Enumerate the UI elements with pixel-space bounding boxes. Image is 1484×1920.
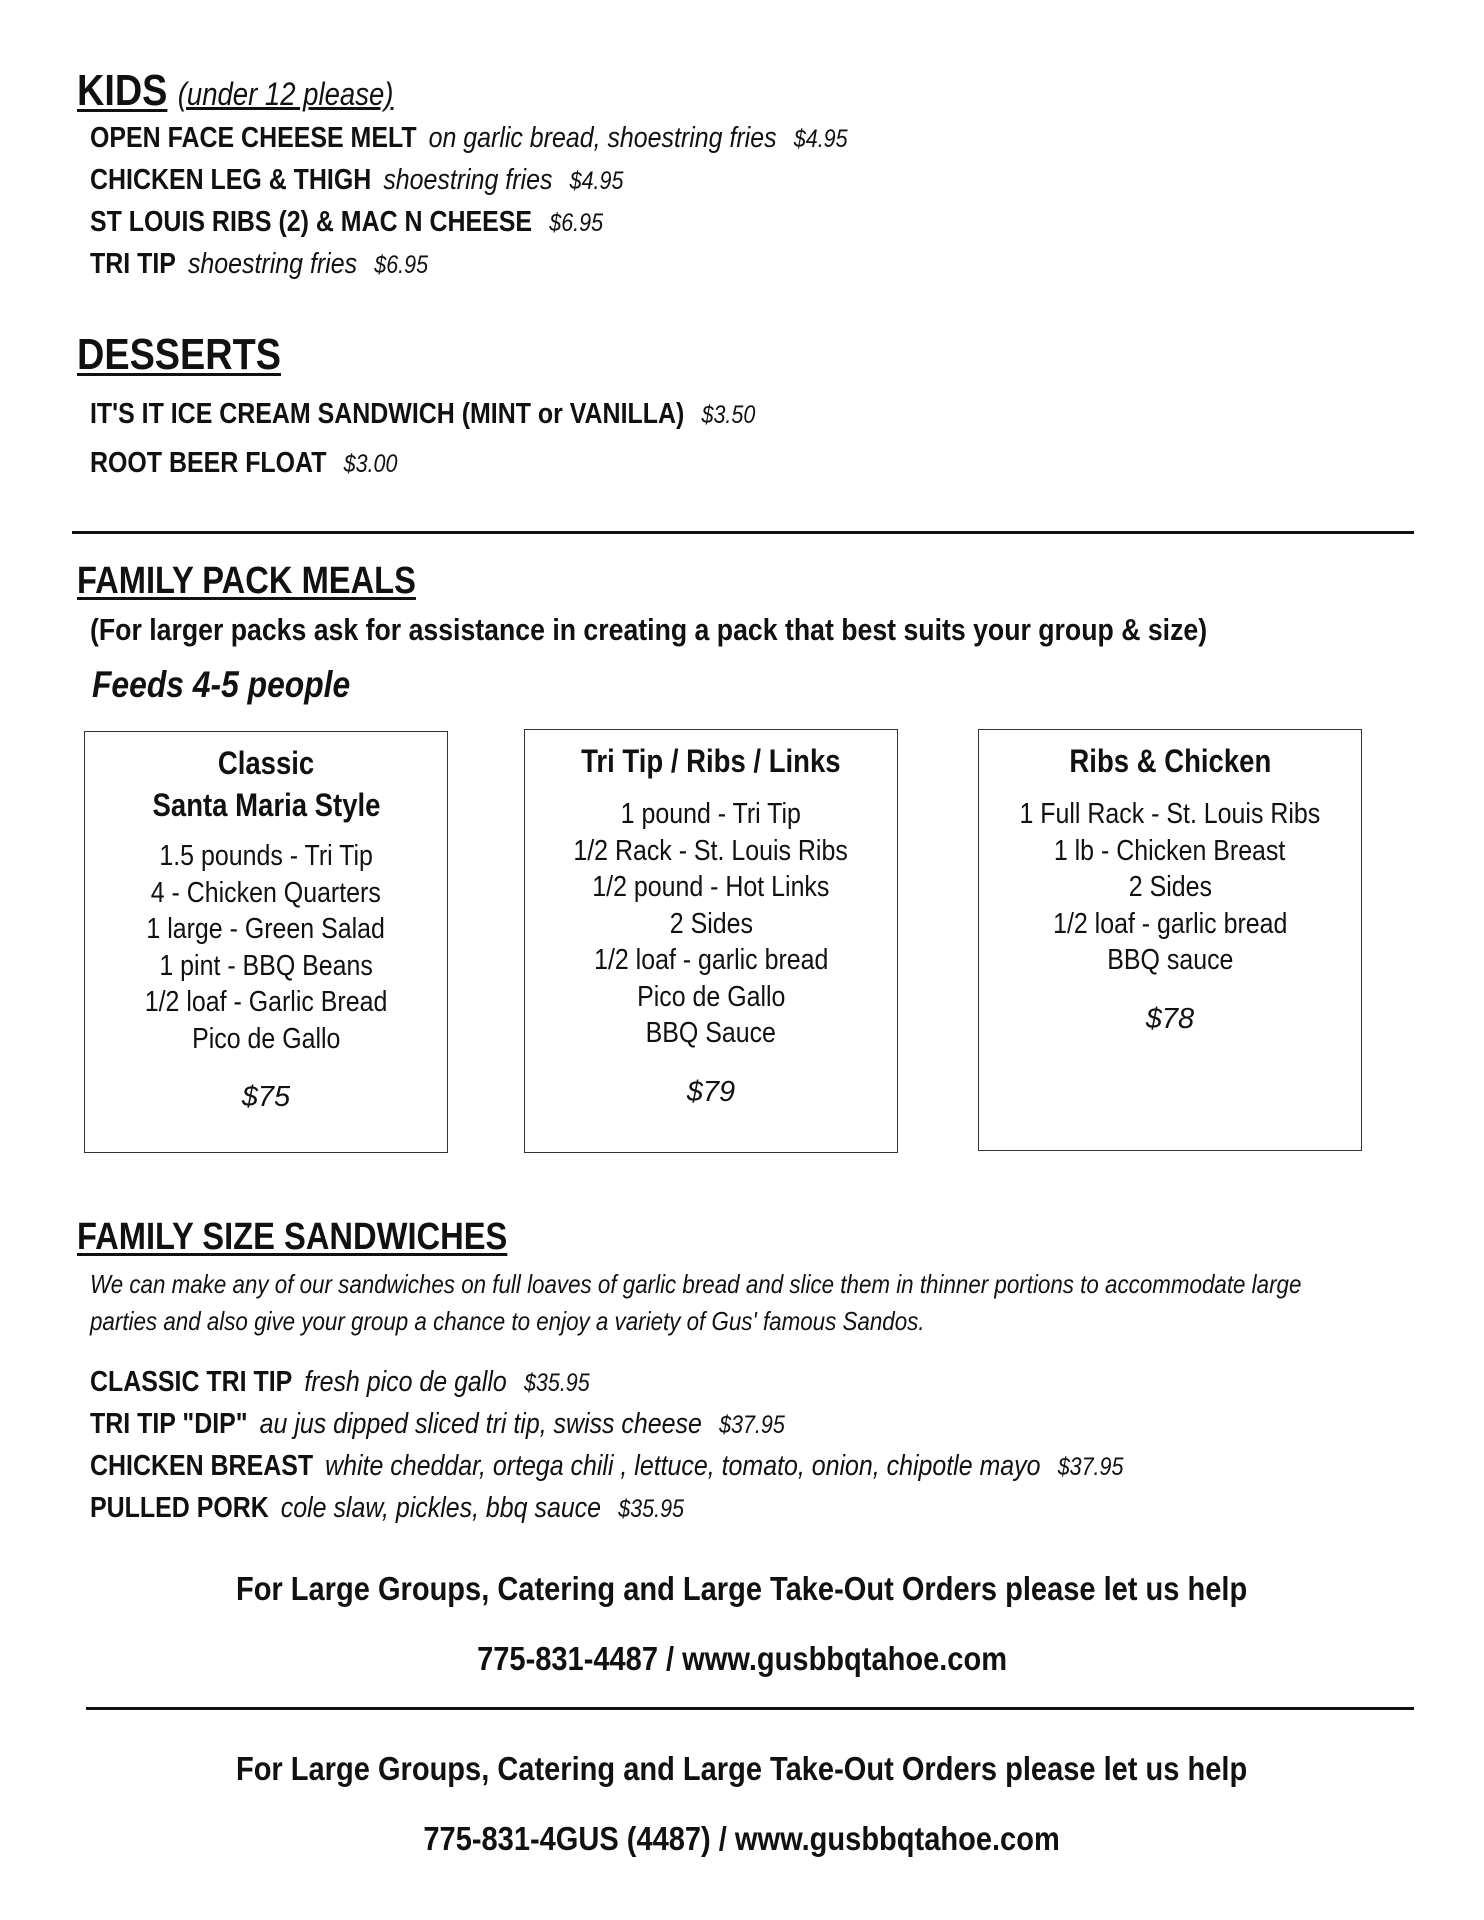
list-item: CLASSIC TRI TIP fresh pico de gallo $35.95 [90,1366,590,1398]
family-pack-heading [77,560,471,603]
pack-line: 1 pint - BBQ Beans [159,949,373,982]
list-item: IT'S IT ICE CREAM SANDWICH (MINT or VANILLA) $3.50 [90,398,756,430]
divider [86,1707,1414,1710]
pack-line: 2 Sides [1128,871,1212,903]
family-sandwiches-title: FAMILY SIZE SANDWICHES [77,1216,508,1258]
pack-price: $79 [686,1075,736,1108]
desserts-list [90,390,864,488]
list-item: TRI TIP shoestring fries $6.95 [90,248,429,280]
list-item: CHICKEN LEG & THIGH shoestring fries $4.95 [90,164,624,196]
pack-price: $78 [1145,1002,1195,1035]
desserts-heading [77,330,314,380]
contact-line-1: For Large Groups, Catering and Large Take-Out Orders please let us help [236,1570,1248,1607]
family-pack-note: (For larger packs ask for assistance in creating a pack that best suits your group & size) [90,612,1208,647]
family-pack-feeds: Feeds 4-5 people [92,664,351,705]
pack-line: 1 large - Green Salad [146,913,386,945]
pack-title: Classic [217,745,315,781]
pack-line: Pico de Gallo [636,980,786,1013]
contact-line-4: 775-831-4GUS (4487) / www.gusbbqtahoe.com [423,1820,1061,1857]
list-item: ROOT BEER FLOAT $3.00 [90,447,398,479]
pack-line: 1/2 loaf - garlic bread [1052,907,1288,940]
pack-line: 1.5 pounds - Tri Tip [159,840,373,872]
pack-line: 1/2 pound - Hot Links [592,871,830,903]
pack-card-ribs-chicken [978,729,1362,1151]
family-sandwiches-description: We can make any of our sandwiches on full loaves of garlic bread and slice them in thinner portions to accommodate large parties and also give your group a chance to enjoy a variety of Gus' famous Sandos. [90,1269,1302,1336]
kids-title: KIDS [77,66,168,115]
pack-subtitle: Santa Maria Style [152,787,380,823]
pack-title: Ribs & Chicken [1069,743,1271,779]
list-item: PULLED PORK cole slaw, pickles, bbq sauce $35.95 [90,1492,684,1524]
pack-price: $75 [241,1081,291,1113]
family-pack-title: FAMILY PACK MEALS [77,560,416,602]
desserts-title: DESSERTS [77,330,281,379]
contact-line-2: 775-831-4487 / www.gusbbqtahoe.com [477,1640,1007,1677]
list-item: ST LOUIS RIBS (2) & MAC N CHEESE $6.95 [90,206,604,238]
list-item: TRI TIP "DIP" au jus dipped sliced tri tip, swiss cheese $37.95 [90,1408,785,1440]
list-item: OPEN FACE CHEESE MELT on garlic bread, shoestring fries $4.95 [90,122,848,154]
pack-line: 1/2 loaf - garlic bread [593,944,829,976]
pack-card-tri-tip-ribs-links [524,729,898,1153]
pack-title: Tri Tip / Ribs / Links [581,743,841,779]
pack-line: 1/2 Rack - St. Louis Ribs [573,834,849,867]
pack-line: 1 Full Rack - St. Louis Ribs [1019,798,1321,830]
pack-line: BBQ sauce [1106,944,1234,976]
pack-card-classic [84,731,448,1153]
divider [72,531,1414,534]
pack-line: 1/2 loaf - Garlic Bread [144,986,388,1018]
family-sandwiches-heading [77,1216,577,1259]
contact-line-3: For Large Groups, Catering and Large Take-Out Orders please let us help [236,1750,1248,1787]
pack-line: 1 lb - Chicken Breast [1054,834,1286,867]
kids-note: (under 12 please) [177,76,394,112]
pack-line: 4 - Chicken Quarters [150,876,382,909]
kids-heading [77,66,445,116]
pack-line: 1 pound - Tri Tip [620,798,802,830]
family-sandwiches-list [90,1362,1292,1530]
list-item: CHICKEN BREAST white cheddar, ortega chili , lettuce, tomato, onion, chipotle mayo $37.95 [90,1450,1124,1482]
pack-line: Pico de Gallo [191,1022,341,1055]
kids-list [90,118,971,286]
pack-line: 2 Sides [669,907,753,940]
pack-line: BBQ Sauce [645,1017,777,1049]
